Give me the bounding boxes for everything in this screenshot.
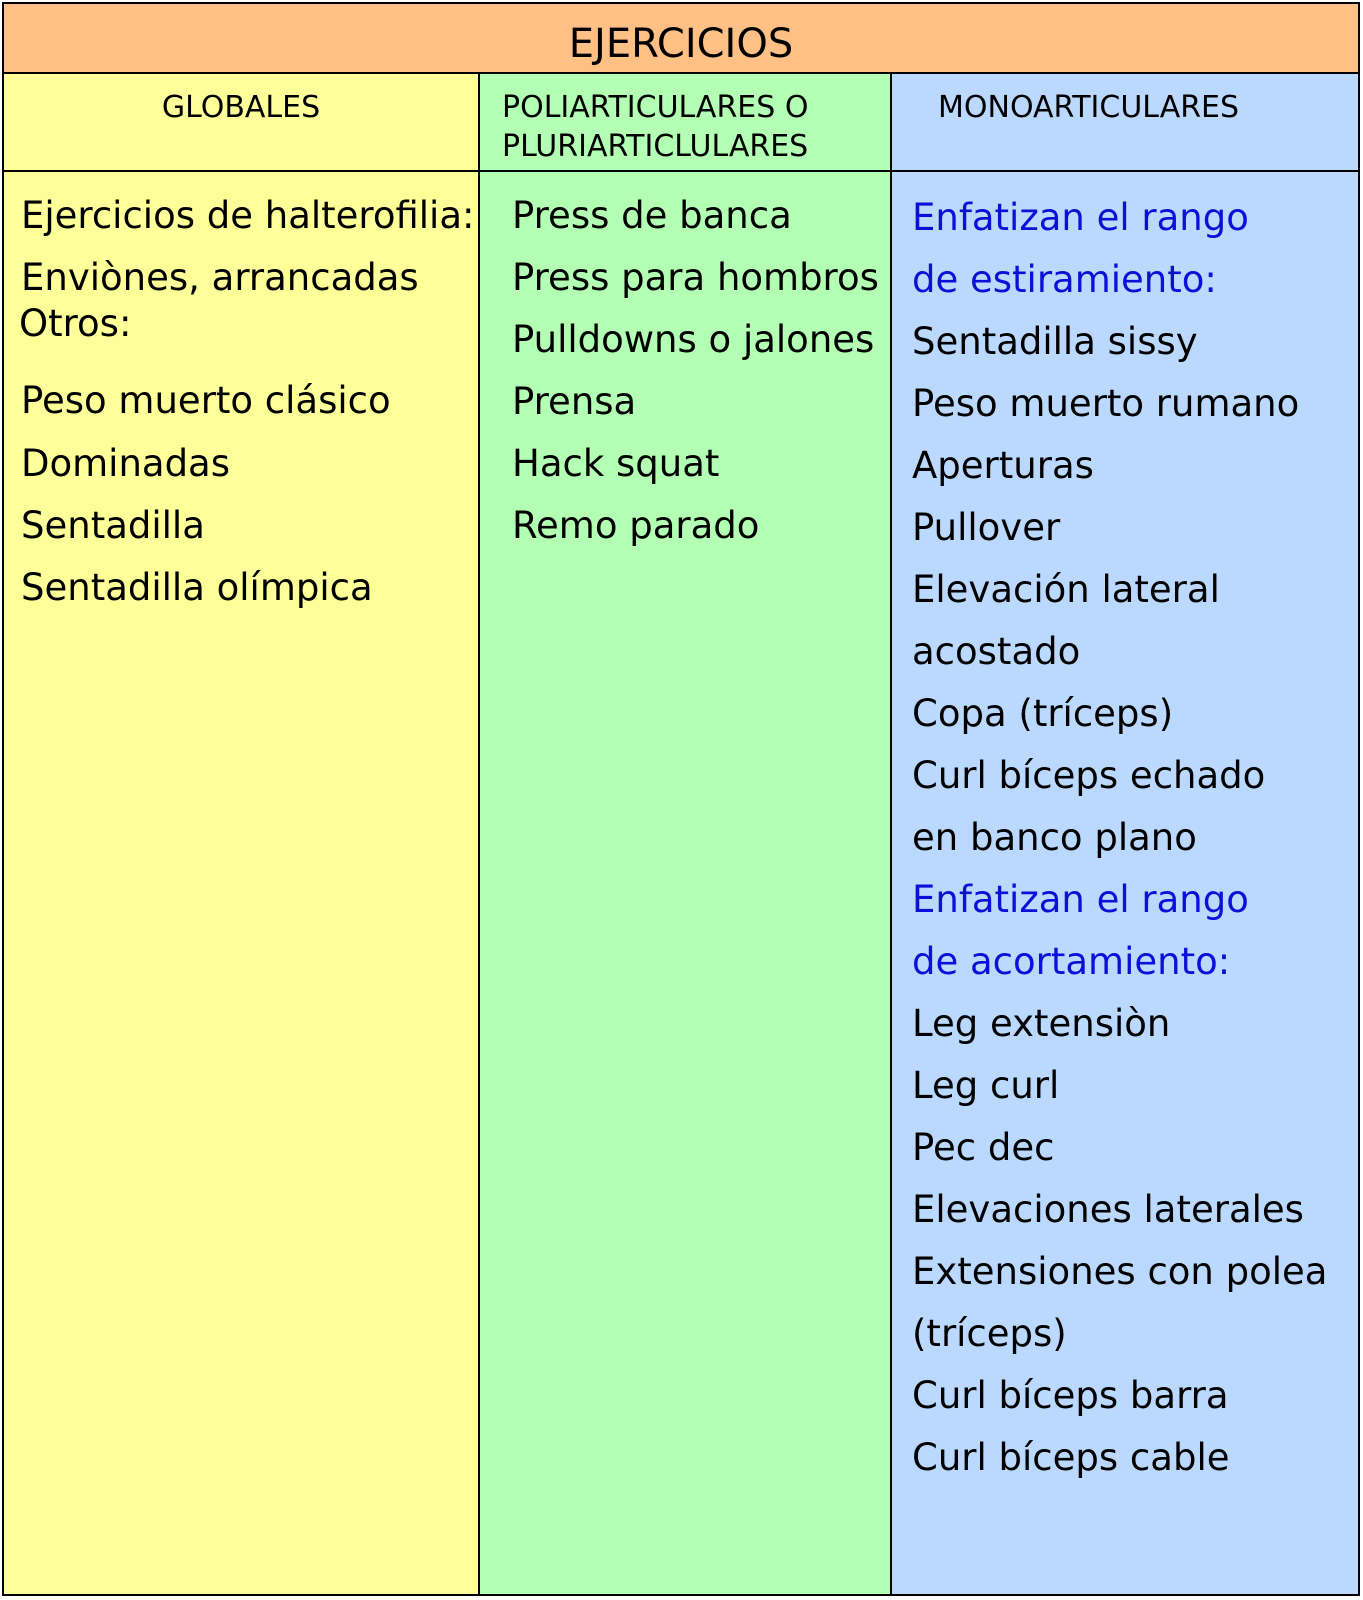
- list-item: Dominadas: [21, 442, 231, 485]
- list-item: Remo parado: [512, 504, 760, 547]
- list-item: Peso muerto clásico: [21, 379, 391, 422]
- list-item: Pulldowns o jalones: [512, 318, 875, 361]
- list-item: Enviònes, arrancadas: [21, 256, 419, 299]
- list-item: Elevaciones laterales: [912, 1188, 1304, 1231]
- column-globales: [4, 74, 480, 1594]
- list-item: Curl bíceps echado: [912, 754, 1266, 797]
- list-item: Curl bíceps cable: [912, 1436, 1230, 1479]
- section-label: de estiramiento:: [912, 258, 1217, 301]
- list-item: Pec dec: [912, 1126, 1055, 1169]
- list-item: Sentadilla olímpica: [21, 566, 373, 609]
- list-item: Aperturas: [912, 444, 1094, 487]
- list-item: Sentadilla: [21, 504, 205, 547]
- list-item: Otros:: [19, 302, 132, 345]
- column-poliarticulares: [480, 74, 892, 1594]
- list-item: en banco plano: [912, 816, 1197, 859]
- exercise-table: [2, 2, 1360, 1596]
- list-item: Press para hombros: [512, 256, 879, 299]
- column-monoarticulares: [892, 74, 1358, 1594]
- list-item: Elevación lateral: [912, 568, 1220, 611]
- list-item: Pullover: [912, 506, 1061, 549]
- column-header-monoarticulares: MONOARTICULARES: [892, 74, 1358, 172]
- list-item: Prensa: [512, 380, 637, 423]
- column-header-line: PLURIARTICLULARES: [502, 129, 809, 164]
- list-item: Sentadilla sissy: [912, 320, 1198, 363]
- column-header-poliarticulares: [480, 74, 890, 172]
- list-item: Extensiones con polea: [912, 1250, 1328, 1293]
- column-header-globales: GLOBALES: [4, 74, 478, 172]
- section-label: Enfatizan el rango: [912, 878, 1249, 921]
- list-item: Leg extensiòn: [912, 1002, 1171, 1045]
- list-item: Hack squat: [512, 442, 720, 485]
- section-label: Enfatizan el rango: [912, 196, 1249, 239]
- list-item: acostado: [912, 630, 1081, 673]
- column-header-line: POLIARTICULARES O: [502, 90, 809, 125]
- list-item: Press de banca: [512, 194, 792, 237]
- section-label: de acortamiento:: [912, 940, 1231, 983]
- list-item: Copa (tríceps): [912, 692, 1174, 735]
- list-item: Leg curl: [912, 1064, 1060, 1107]
- table-title: EJERCICIOS: [4, 4, 1358, 74]
- list-item: Peso muerto rumano: [912, 382, 1300, 425]
- list-item: Ejercicios de halterofilia:: [21, 194, 475, 237]
- list-item: (tríceps): [912, 1312, 1067, 1355]
- list-item: Curl bíceps barra: [912, 1374, 1229, 1417]
